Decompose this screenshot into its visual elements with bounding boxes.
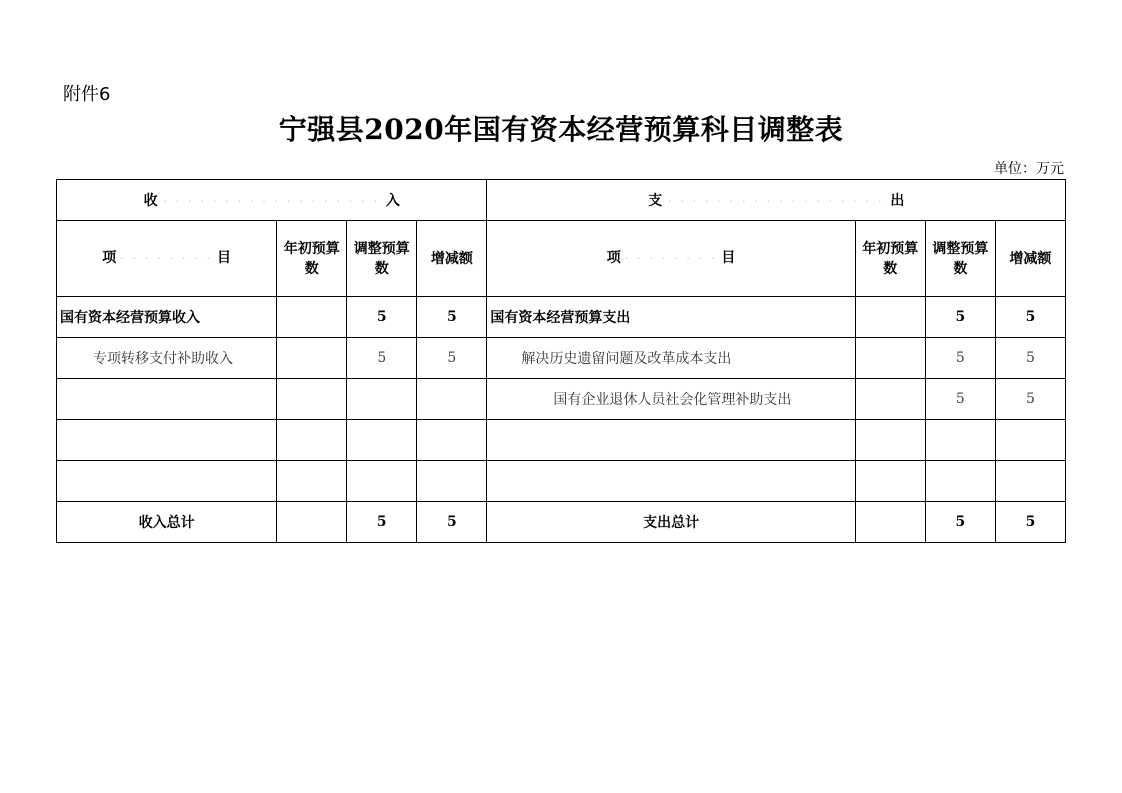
income-total-initial — [277, 502, 347, 543]
expense-initial-header: 年初预算数 — [855, 221, 925, 297]
income-header-right: 入 — [385, 193, 400, 209]
expense-adjusted: 5 — [925, 338, 995, 379]
item-header-left: 项 — [606, 249, 621, 266]
income-change-header: 增减额 — [417, 221, 487, 297]
totals-row — [57, 502, 1066, 543]
table-row — [57, 379, 1066, 420]
income-change: 5 — [417, 297, 487, 338]
income-adjusted — [347, 461, 417, 502]
section-header-row — [57, 180, 1066, 221]
income-change — [417, 461, 487, 502]
expense-total-adjusted: 5 — [925, 502, 995, 543]
expense-adjusted-header: 调整预算数 — [925, 221, 995, 297]
expense-total-label: 支出总计 — [487, 502, 855, 543]
income-initial — [277, 379, 347, 420]
expense-initial — [855, 420, 925, 461]
unit-label: 单位：万元 — [994, 161, 1064, 177]
income-initial — [277, 297, 347, 338]
income-change: 5 — [417, 338, 487, 379]
column-header-row — [57, 221, 1066, 297]
income-change — [417, 379, 487, 420]
expense-initial — [855, 338, 925, 379]
income-initial — [277, 338, 347, 379]
income-total-change: 5 — [417, 502, 487, 543]
attachment-label: 附件6 — [63, 84, 111, 105]
expense-change — [995, 420, 1065, 461]
income-section-header: 收 · · · · · · · · · · · · · · · · · · 入 — [57, 180, 487, 221]
table-row — [57, 461, 1066, 502]
page-title: 宁强县2020年国有资本经营预算科目调整表 — [278, 113, 844, 146]
income-adjusted — [347, 379, 417, 420]
expense-adjusted: 5 — [925, 297, 995, 338]
income-name: 专项转移支付补助收入 — [57, 338, 277, 379]
table-row — [57, 420, 1066, 461]
expense-section-header: 支 · · · · · · · · · · · · · · · · · · 出 — [487, 180, 1066, 221]
income-header-left: 收 — [143, 193, 158, 209]
expense-adjusted — [925, 461, 995, 502]
expense-name — [487, 461, 855, 502]
income-initial-header: 年初预算数 — [277, 221, 347, 297]
expense-initial — [855, 379, 925, 420]
income-name — [57, 420, 277, 461]
item-header-left: 项 — [102, 249, 117, 266]
income-initial — [277, 461, 347, 502]
income-adjusted-header: 调整预算数 — [347, 221, 417, 297]
income-item-header: 项 · · · · · · · · 目 — [57, 221, 277, 297]
expense-total-initial — [855, 502, 925, 543]
income-adjusted: 5 — [347, 297, 417, 338]
expense-name — [487, 420, 855, 461]
expense-item-header: 项 · · · · · · · · 目 — [487, 221, 855, 297]
table-row — [57, 338, 1066, 379]
expense-name: 解决历史遗留问题及改革成本支出 — [487, 338, 855, 379]
expense-change — [995, 461, 1065, 502]
item-header-right: 目 — [216, 249, 231, 266]
income-total-label: 收入总计 — [57, 502, 277, 543]
income-name — [57, 379, 277, 420]
budget-adjustment-table — [56, 179, 1066, 543]
income-adjusted: 5 — [347, 338, 417, 379]
income-adjusted — [347, 420, 417, 461]
expense-adjusted: 5 — [925, 379, 995, 420]
income-name: 国有资本经营预算收入 — [57, 297, 277, 338]
expense-name: 国有企业退休人员社会化管理补助支出 — [487, 379, 855, 420]
expense-change: 5 — [995, 297, 1065, 338]
expense-change-header: 增减额 — [995, 221, 1065, 297]
income-initial — [277, 420, 347, 461]
expense-header-left: 支 — [648, 193, 663, 209]
income-change — [417, 420, 487, 461]
expense-change: 5 — [995, 338, 1065, 379]
income-total-adjusted: 5 — [347, 502, 417, 543]
expense-adjusted — [925, 420, 995, 461]
expense-change: 5 — [995, 379, 1065, 420]
expense-initial — [855, 297, 925, 338]
expense-total-change: 5 — [995, 502, 1065, 543]
expense-name: 国有资本经营预算支出 — [487, 297, 855, 338]
expense-initial — [855, 461, 925, 502]
item-header-right: 目 — [721, 249, 736, 266]
table-row — [57, 297, 1066, 338]
expense-header-right: 出 — [890, 193, 905, 209]
income-name — [57, 461, 277, 502]
